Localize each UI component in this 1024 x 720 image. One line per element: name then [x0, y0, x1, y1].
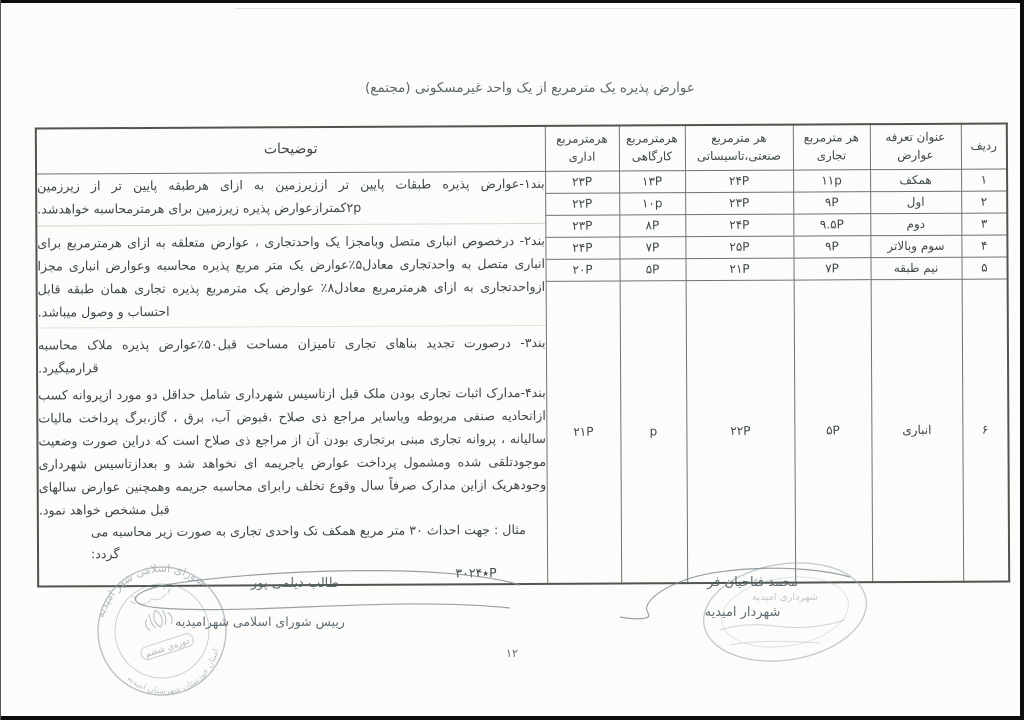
commercial-cell: ۵P	[794, 279, 873, 582]
council-stamp-banner-text: دوره‌ی ششم	[144, 636, 192, 661]
col-header-workshop: هرمترمربع کارگاهی	[619, 125, 685, 170]
admin-cell: ۲۰P	[545, 258, 619, 280]
municipality-stamp-text: شهرداری امیدیه	[751, 592, 819, 603]
commercial-cell: ۹P	[793, 235, 870, 257]
stamp-script-squiggle	[730, 641, 820, 645]
row-no: ۶	[962, 278, 1010, 581]
row-no: ۲	[961, 190, 1007, 212]
tariff-title-cell: اول	[870, 191, 961, 213]
scan-border-left	[0, 0, 1, 720]
workshop-cell: ۸P	[619, 214, 685, 236]
industrial-cell: ۲۴P	[685, 214, 793, 237]
tariff-title-cell: دوم	[870, 213, 961, 235]
notes-cell	[36, 171, 547, 586]
tariff-title-cell: نیم طبقه	[870, 257, 961, 279]
tariff-title-cell: سوم وبالاتر	[870, 235, 961, 257]
table-header-row	[36, 123, 1007, 173]
workshop-cell: p	[620, 280, 688, 583]
industrial-cell: ۲۵P	[685, 236, 793, 259]
mayor-name: محمد فتاحیان فر	[707, 575, 798, 590]
mayor-title: شهردار امیدیه	[704, 605, 781, 620]
scan-border-bottom	[0, 716, 1024, 720]
svg-text:استان خوزستان شهرستان امیدیه	[123, 645, 230, 710]
tariff-title-cell: همکف	[870, 169, 961, 191]
admin-cell: ۲۳P	[545, 170, 619, 192]
council-name: طالب دیلمی پور	[251, 576, 339, 591]
tariff-title-cell: انباری	[871, 279, 964, 582]
admin-cell: ۲۲P	[545, 192, 619, 214]
industrial-cell: ۲۱P	[685, 258, 793, 281]
commercial-cell: ۹.۵P	[793, 213, 870, 235]
col-header-admin: هرمترمربع اداری	[545, 125, 619, 170]
admin-cell: ۲۴P	[545, 236, 619, 258]
note-band1: بند۱-عوارض پذیره طبقات پایین تر اززیرزمین به ازای هرطبقه پایین تر از زیرزمین ۲pکمترازعوارض پذیره زیرزمین برای هرمترمحاسبه خواهدشد.	[37, 171, 545, 226]
scan-border-right	[1020, 0, 1024, 720]
industrial-cell: ۲۳P	[685, 192, 793, 215]
industrial-cell: ۲۲P	[686, 280, 796, 583]
workshop-cell: ۵P	[619, 258, 685, 280]
scan-border-top	[0, 0, 1024, 3]
council-title: رییس شورای اسلامی شهرامیدیه	[175, 614, 345, 629]
stamp-script-squiggle	[720, 620, 845, 630]
stamp-banner-ribbon	[139, 632, 194, 661]
admin-cell: ۲۳P	[545, 214, 619, 236]
note-band4: بند۴-مدارک اثبات تجاری بودن ملک قبل ازتاسیس شهرداری شامل حداقل دو مورد ازپروانه کسب ازاتحادیه صنفی مربوطه ویاسایر مراجع ذی صلاح ،قبوض آب، برق ، گاز،برگ پرداخت مالیات سالیانه ، پروانه تجاری مبنی برتجاری بودن آن از مراجع ذی صلاح است که دراین صورت وضعیت موجودتلقی شده ومشمول پرداخت عوارض یاجریمه ای نخواهد شد و بعدازتاسیس شهرداری وجودهریک ازاین مدارک صرفاً سال وقوع تخلف رابرای محاسبه جریمه وهمچنین عوارض سالهای قبل مشخص خواهد نمود.	[38, 384, 547, 518]
note-band3: بند۳- درصورت تجدید بناهای تجاری تامیزان مساحت قبل۵۰٪عوارض پذیره ملاک محاسبه قرارمیگیرد.	[37, 334, 546, 376]
page-title: عوارض پذیره یک مترمربع از یک واحد غیرمسکونی (مجتمع)	[365, 80, 695, 96]
commercial-cell: ۹P	[793, 191, 870, 213]
col-header-industrial: هر مترمربع صنعتی،تاسیساتی	[685, 125, 793, 171]
note-formula: ۳۰٭۲۴P	[455, 564, 497, 580]
row-no: ۵	[961, 256, 1007, 278]
note-example: مثال : جهت احداث ۳۰ متر مربع همکف تک واحدی تجاری به صورت زیر محاسبه می گردد:	[90, 521, 526, 561]
workshop-cell: ۱۰p	[619, 192, 685, 214]
page-number: ۱۲	[505, 646, 519, 660]
council-stamp-bottom-text: استان خوزستان شهرستان امیدیه	[125, 647, 222, 697]
col-header-row-no: ردیف	[961, 123, 1007, 168]
commercial-cell: ۷P	[793, 257, 870, 279]
scan-artifact-line	[235, 8, 1015, 9]
industrial-cell: ۲۴P	[685, 170, 793, 193]
row-no: ۴	[961, 234, 1007, 256]
workshop-cell: ۷P	[619, 236, 685, 258]
col-header-commercial: هر مترمربع تجاری	[793, 124, 870, 169]
col-header-notes: توضیحات	[36, 126, 545, 174]
col-header-tariff-title: عنوان تعرفه عوارض	[870, 124, 961, 169]
row-no: ۳	[961, 212, 1007, 234]
workshop-cell: ۱۳P	[619, 170, 685, 192]
row-no: ۱	[961, 168, 1007, 190]
council-stamp-top-text: شورای اسلامی شهر امیدیه	[93, 561, 208, 620]
commercial-cell: ۱۱p	[793, 169, 870, 191]
tariff-table	[35, 122, 1010, 587]
admin-cell: ۲۱P	[546, 280, 622, 583]
note-band2: بند۲- درخصوص انباری متصل وبامجزا یک واحدتجاری ، عوارض متعلقه به ازای هرمترمربع برای انباری متصل به واحدتجاری معادل۵٪عوارض یک متر مربع پذیره محاسبه وعوارض انباری مجزا ازواحدتجاری به ازای هرمترمربع معادل۸٪ عوارض یک مترمربع پذیره تجاری همان طبقه قابل احتساب و وصول میباشد.	[37, 228, 545, 328]
